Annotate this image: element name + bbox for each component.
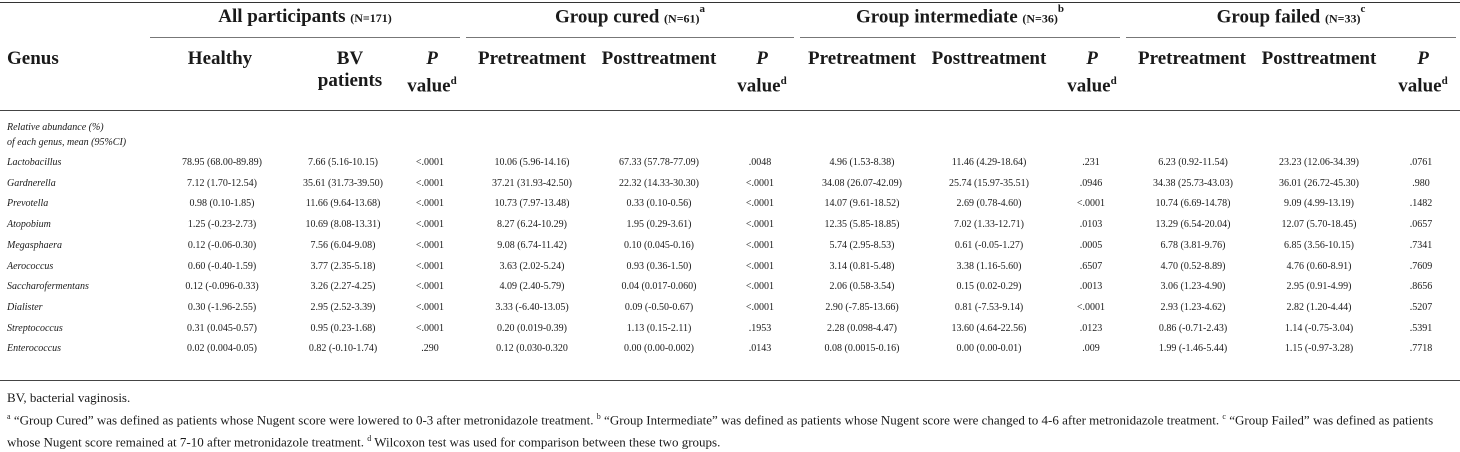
value-cell: <.0001: [415, 177, 445, 189]
group-title-all-text: All participants: [218, 6, 346, 27]
value-cell: 6.78 (3.81-9.76): [1160, 239, 1226, 251]
value-cell: 0.04 (0.017-0.060): [621, 281, 697, 293]
value-cell: 0.82 (-0.10-1.74): [308, 343, 378, 355]
genus-cell: Megasphaera: [7, 239, 62, 251]
value-cell: .7341: [1409, 239, 1433, 251]
value-cell: 0.98 (0.10-1.85): [189, 198, 255, 210]
value-cell: .009: [1082, 343, 1100, 355]
value-cell: 0.12 (0.030-0.320: [496, 343, 568, 355]
group-n-cured: (N=61): [664, 11, 700, 26]
value-cell: 11.46 (4.29-18.64): [951, 157, 1027, 168]
value-cell: <.0001: [745, 198, 775, 210]
value-cell: 0.61 (-0.05-1.27): [954, 239, 1024, 251]
group-sup-cured: a: [699, 3, 706, 15]
value-cell: 36.01 (26.72-45.30): [1279, 177, 1359, 189]
value-cell: 2.95 (0.91-4.99): [1286, 281, 1352, 293]
value-cell: .0143: [748, 343, 772, 355]
header-p-sup: d: [1441, 75, 1448, 87]
value-cell: <.0001: [745, 281, 775, 293]
group-n-all: (N=171): [350, 11, 392, 25]
value-cell: 7.56 (6.04-9.08): [310, 239, 376, 251]
value-cell: <.0001: [745, 260, 775, 272]
genus-cell: Lactobacillus: [7, 157, 62, 168]
value-cell: 7.02 (1.33-12.71): [954, 219, 1024, 231]
footnote-c-mark: c: [1222, 412, 1226, 421]
value-cell: <.0001: [415, 157, 445, 168]
value-cell: 12.35 (5.85-18.85): [824, 219, 900, 231]
header-post-intermediate: Posttreatment: [931, 48, 1047, 69]
value-cell: .0761: [1409, 157, 1433, 168]
value-cell: 13.60 (4.64-22.56): [951, 322, 1027, 334]
group-sup-intermediate: b: [1057, 3, 1065, 15]
value-cell: 1.13 (0.15-2.11): [626, 322, 692, 334]
value-cell: 7.12 (1.70-12.54): [187, 177, 257, 189]
table-row: [0, 240, 1460, 260]
value-cell: 3.77 (2.35-5.18): [310, 260, 376, 272]
genus-cell: Atopobium: [7, 219, 51, 231]
value-cell: 0.95 (0.23-1.68): [310, 322, 376, 334]
table-row: [0, 157, 1460, 177]
footnote-b: “Group Intermediate” was defined as patients whose Nugent score were changed to 4-6 after metronidazole treatment.: [600, 412, 1223, 428]
value-cell: <.0001: [745, 301, 775, 313]
value-cell: 0.00 (0.00-0.01): [956, 343, 1022, 355]
value-cell: <.0001: [415, 322, 445, 334]
value-cell: <.0001: [415, 260, 445, 272]
table-top-rule: [0, 2, 1460, 3]
value-cell: <.0001: [415, 301, 445, 313]
value-cell: .5391: [1409, 322, 1433, 334]
header-bv-patients: [290, 48, 410, 92]
header-post-failed: Posttreatment: [1261, 48, 1377, 69]
value-cell: .1953: [748, 322, 772, 334]
value-cell: 23.23 (12.06-34.39): [1279, 157, 1359, 168]
table-row: [0, 198, 1460, 218]
value-cell: 25.74 (15.97-35.51): [949, 177, 1029, 189]
value-cell: 0.12 (-0.096-0.33): [185, 281, 259, 293]
header-p-value: value: [407, 75, 451, 97]
value-cell: 34.08 (26.07-42.09): [822, 177, 902, 189]
value-cell: <.0001: [415, 239, 445, 251]
table-row: [0, 178, 1460, 198]
value-cell: .6507: [1079, 260, 1103, 272]
table-row: [0, 302, 1460, 322]
value-cell: 2.90 (-7.85-13.66): [825, 301, 899, 313]
value-cell: 0.02 (0.004-0.05): [187, 343, 257, 355]
genus-cell: Enterococcus: [7, 343, 62, 355]
value-cell: 22.32 (14.33-30.30): [619, 177, 699, 189]
value-cell: 0.31 (0.045-0.57): [187, 322, 257, 334]
value-cell: 2.95 (2.52-3.39): [310, 301, 376, 313]
value-cell: 1.99 (-1.46-5.44): [1158, 343, 1228, 355]
value-cell: 0.00 (0.00-0.002): [624, 343, 694, 355]
value-cell: .0946: [1079, 177, 1103, 189]
value-cell: 3.06 (1.23-4.90): [1160, 281, 1226, 293]
header-pre-failed: Pretreatment: [1138, 48, 1246, 69]
value-cell: 13.29 (6.54-20.04): [1155, 219, 1231, 231]
header-post-cured: Posttreatment: [601, 48, 717, 69]
value-cell: 12.07 (5.70-18.45): [1281, 219, 1357, 231]
value-cell: 0.09 (-0.50-0.67): [624, 301, 694, 313]
value-cell: <.0001: [745, 219, 775, 231]
footnote-d-mark: d: [367, 434, 372, 444]
table-bottom-rule: [0, 380, 1460, 381]
value-cell: 2.82 (1.20-4.44): [1286, 301, 1352, 313]
value-cell: 35.61 (31.73-39.50): [303, 177, 383, 189]
group-rule-failed: [1126, 37, 1456, 38]
value-cell: 0.86 (-0.71-2.43): [1158, 322, 1228, 334]
footnote-d: Wilcoxon test was used for comparison between these two groups.: [371, 434, 721, 450]
value-cell: 0.33 (0.10-0.56): [626, 198, 692, 210]
footnote-a-mark: a: [7, 412, 11, 421]
value-cell: 1.95 (0.29-3.61): [626, 219, 692, 231]
value-cell: 4.76 (0.60-8.91): [1286, 260, 1352, 272]
value-cell: 2.28 (0.098-4.47): [827, 322, 897, 334]
genus-cell: Dialister: [7, 301, 43, 313]
value-cell: .290: [421, 343, 439, 355]
value-cell: 2.93 (1.23-4.62): [1160, 301, 1226, 313]
value-cell: <.0001: [415, 219, 445, 231]
header-healthy: Healthy: [187, 48, 253, 69]
value-cell: <.0001: [1076, 198, 1106, 210]
value-cell: 8.27 (6.24-10.29): [497, 219, 567, 231]
group-title-failed-text: Group failed: [1216, 6, 1321, 28]
group-n-intermediate: (N=36): [1022, 11, 1058, 26]
header-p-letter: P: [1417, 48, 1429, 69]
value-cell: 1.25 (-0.23-2.73): [187, 219, 257, 231]
header-p-sup: d: [1110, 75, 1117, 87]
value-cell: <.0001: [415, 198, 445, 210]
value-cell: .0123: [1079, 322, 1103, 334]
value-cell: 2.06 (0.58-3.54): [829, 281, 895, 293]
value-cell: .0048: [748, 157, 772, 168]
value-cell: 0.15 (0.02-0.29): [956, 281, 1022, 293]
genus-cell: Prevotella: [7, 198, 49, 210]
header-p-cured: [730, 48, 794, 97]
value-cell: 10.73 (7.97-13.48): [494, 198, 570, 210]
table-row: [0, 343, 1460, 363]
value-cell: 0.08 (0.0015-0.16): [824, 343, 900, 355]
value-cell: 10.06 (5.96-14.16): [494, 157, 570, 168]
group-rule-cured: [466, 37, 794, 38]
header-p-value: value: [1067, 75, 1111, 97]
group-title-intermediate: [800, 3, 1120, 28]
table-row: [0, 219, 1460, 239]
value-cell: .1482: [1409, 198, 1433, 210]
value-cell: 0.81 (-7.53-9.14): [954, 301, 1024, 313]
value-cell: 3.14 (0.81-5.48): [829, 260, 895, 272]
value-cell: 6.85 (3.56-10.15): [1284, 239, 1354, 251]
group-n-failed: (N=33): [1325, 11, 1361, 26]
value-cell: 7.66 (5.16-10.15): [308, 157, 378, 168]
footnote-a: “Group Cured” was defined as patients whose Nugent score were lowered to 0-3 after metronidazole treatment.: [10, 412, 597, 428]
header-pre-intermediate: Pretreatment: [808, 48, 916, 69]
genus-cell: Streptococcus: [7, 322, 63, 334]
genus-cell: Aerococcus: [7, 260, 54, 272]
table-row: [0, 281, 1460, 301]
group-rule-all: [150, 37, 460, 38]
group-sup-failed: c: [1360, 3, 1366, 15]
value-cell: 10.74 (6.69-14.78): [1155, 198, 1231, 210]
footnotes: [7, 388, 1455, 452]
header-p-failed: [1390, 48, 1456, 97]
genus-cell: Gardnerella: [7, 177, 56, 189]
value-cell: .0103: [1079, 219, 1103, 231]
header-pre-cured: Pretreatment: [478, 48, 586, 69]
value-cell: 34.38 (25.73-43.03): [1153, 177, 1233, 189]
header-p-letter: P: [1086, 48, 1098, 69]
header-p-all: [400, 48, 464, 97]
value-cell: 1.14 (-0.75-3.04): [1284, 322, 1354, 334]
subcaption-line2: of each genus, mean (95%CI): [7, 137, 127, 148]
value-cell: 3.26 (2.27-4.25): [310, 281, 376, 293]
group-title-intermediate-text: Group intermediate: [855, 6, 1018, 28]
header-genus: Genus: [7, 48, 59, 69]
value-cell: .0013: [1079, 281, 1103, 293]
value-cell: .7609: [1409, 260, 1433, 272]
value-cell: .5207: [1409, 301, 1433, 313]
value-cell: <.0001: [745, 177, 775, 189]
value-cell: 14.07 (9.61-18.52): [824, 198, 900, 210]
value-cell: <.0001: [415, 281, 445, 293]
footnote-b-mark: b: [596, 412, 601, 421]
footnote-c: “Group Failed” was defined as patients whose Nugent score remained at 7-10 after metronidazole treatment.: [7, 412, 1434, 450]
group-title-cured: [466, 3, 794, 28]
value-cell: 3.63 (2.02-5.24): [499, 260, 565, 272]
value-cell: 11.66 (9.64-13.68): [305, 198, 381, 210]
footnote-abbrev: BV, bacterial vaginosis.: [7, 390, 131, 405]
group-title-cured-text: Group cured: [554, 6, 660, 28]
value-cell: 9.08 (6.74-11.42): [497, 239, 567, 251]
value-cell: 4.09 (2.40-5.79): [499, 281, 565, 293]
value-cell: 3.38 (1.16-5.60): [956, 260, 1022, 272]
table-row: [0, 323, 1460, 343]
header-bottom-rule: [0, 110, 1460, 111]
value-cell: 0.60 (-0.40-1.59): [187, 260, 257, 272]
header-bv-line1: BV: [336, 48, 364, 69]
value-cell: 78.95 (68.00-89.89): [182, 157, 262, 168]
header-p-value: value: [1398, 75, 1442, 97]
group-title-failed: [1126, 3, 1456, 28]
value-cell: 0.12 (-0.06-0.30): [187, 239, 257, 251]
header-p-sup: d: [450, 75, 457, 87]
header-p-letter: P: [756, 48, 768, 69]
value-cell: 4.70 (0.52-8.89): [1160, 260, 1226, 272]
table-row: [0, 261, 1460, 281]
value-cell: .231: [1082, 157, 1100, 168]
table-subcaption: [7, 120, 126, 150]
value-cell: 0.10 (0.045-0.16): [624, 239, 694, 251]
value-cell: .7718: [1409, 343, 1433, 355]
value-cell: 1.15 (-0.97-3.28): [1284, 343, 1354, 355]
header-bv-line2: patients: [317, 70, 383, 91]
group-rule-intermediate: [800, 37, 1120, 38]
value-cell: .0657: [1409, 219, 1433, 231]
value-cell: 9.09 (4.99-13.19): [1284, 198, 1354, 210]
genus-cell: Saccharofermentans: [7, 281, 89, 293]
value-cell: .0005: [1079, 239, 1103, 251]
value-cell: 10.69 (8.08-13.31): [305, 219, 381, 231]
subcaption-line1: Relative abundance (%): [7, 122, 104, 133]
value-cell: 37.21 (31.93-42.50): [492, 177, 572, 189]
header-p-value: value: [737, 75, 781, 97]
value-cell: <.0001: [745, 239, 775, 251]
value-cell: 4.96 (1.53-8.38): [829, 157, 895, 168]
header-p-sup: d: [780, 75, 787, 87]
value-cell: .8656: [1409, 281, 1433, 293]
footnote-definitions: [7, 407, 1455, 452]
header-p-letter: P: [426, 48, 438, 69]
value-cell: <.0001: [1076, 301, 1106, 313]
value-cell: 5.74 (2.95-8.53): [829, 239, 895, 251]
group-title-all: [150, 6, 460, 28]
value-cell: .980: [1412, 177, 1430, 189]
value-cell: 67.33 (57.78-77.09): [619, 157, 699, 168]
header-p-intermediate: [1060, 48, 1124, 97]
value-cell: 2.69 (0.78-4.60): [956, 198, 1022, 210]
value-cell: 0.93 (0.36-1.50): [626, 260, 692, 272]
value-cell: 0.20 (0.019-0.39): [497, 322, 567, 334]
value-cell: 6.23 (0.92-11.54): [1158, 157, 1228, 168]
value-cell: 0.30 (-1.96-2.55): [187, 301, 257, 313]
value-cell: 3.33 (-6.40-13.05): [495, 301, 569, 313]
